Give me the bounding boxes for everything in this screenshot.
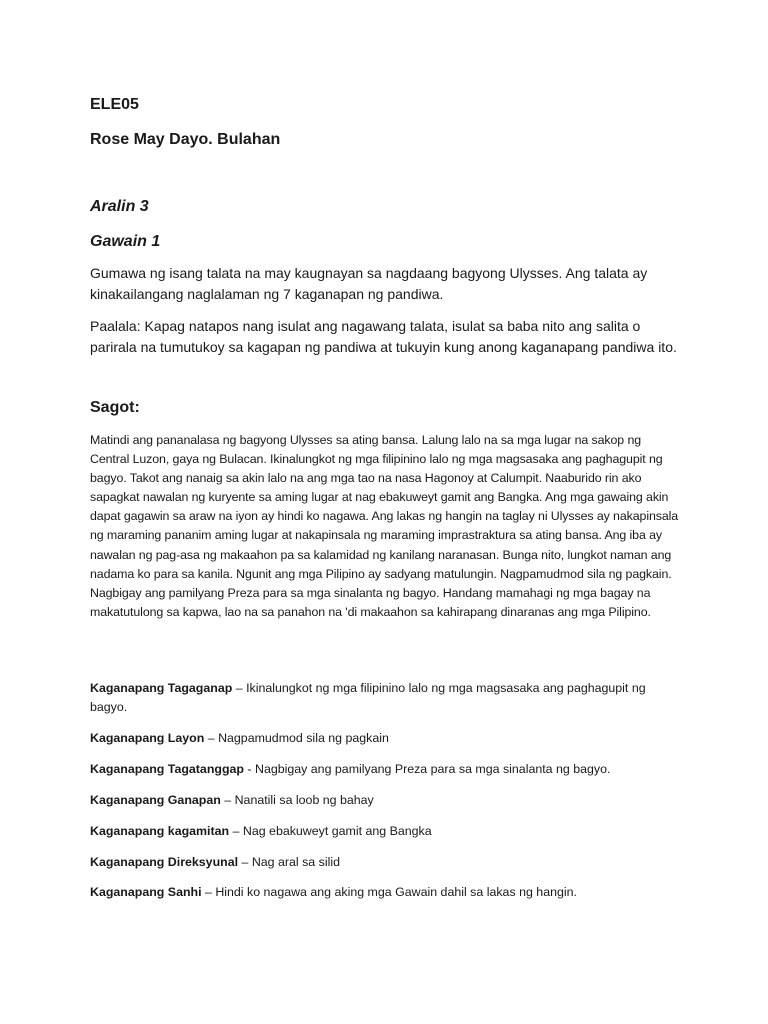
element-separator: –: [229, 824, 243, 838]
reminder-paragraph: Paalala: Kapag natapos nang isulat ang nagawang talata, isulat sa baba nito ang salita o parirala na tumutukoy sa kagapan ng pandiwa at tukuyin kung anong kaganapang pandiwa ito.: [90, 318, 677, 355]
element-value: Nag ebakuweyt gamit ang Bangka: [242, 824, 432, 838]
element-value: Nanatili sa loob ng bahay: [234, 793, 374, 807]
element-label: Kaganapang kagamitan: [90, 824, 230, 838]
element-label: Kaganapang Tagaganap: [90, 681, 233, 695]
element-separator: –: [232, 681, 247, 695]
course-code: ELE05: [90, 96, 139, 113]
element-item-kagamitan: [90, 822, 680, 841]
element-value: Ikinalungkot ng mga filipinino lalo ng mga magsasaka ang paghagupit ng bagyo.: [90, 681, 646, 715]
element-label: Kaganapang Direksyunal: [90, 855, 239, 869]
element-label: Kaganapang Layon: [90, 731, 205, 745]
element-separator: –: [220, 793, 235, 807]
element-separator: -: [243, 762, 255, 776]
activity-title: Gawain 1: [90, 233, 161, 250]
element-item-ganapan: [90, 791, 680, 810]
element-value: Nagbigay ang pamilyang Preza para sa mga sinalanta ng bagyo.: [255, 762, 611, 776]
element-value: Hindi ko nagawa ang aking mga Gawain dahil sa lakas ng hangin.: [215, 885, 577, 899]
element-value: Nag aral sa silid: [251, 855, 340, 869]
element-label: Kaganapang Tagatanggap: [90, 762, 244, 776]
answer-paragraph: Matindi ang pananalasa ng bagyong Ulysses sa ating bansa. Lalung lalo na sa mga lugar na sakop ng Central Luzon, gaya ng Bulacan. Ikinalungkot ng mga filipinino lalo ng mga magsasaka ang paghagupit ng bagyo. Takot ang nanaig sa akin lalo na ang mga tao na nasa Hagonoy at Calumpit. Naaburido rin ako sapagkat nawalan ng kuryente sa aming lugar at nag ebakuweyt gamit ang Bangka. Ang mga gawaing akin dapat gagawin sa araw na iyon ay hindi ko nagawa. Ang lakas ng hangin na taglay ni Ulysses ay nakapinsala ng maraming pananim aming lugar at nakapinsala ng maraming imprastraktura sa ating bansa. Ang iba ay nawalan ng pag-asa ng makaahon pa sa kalamidad ng kanilang naranasan. Bunga nito, lungkot naman ang nadama ko para sa kanila. Ngunit ang mga Pilipino ay sadyang matulungin. Nagpamudmod sila ng pagkain. Nagbigay ang pamilyang Preza para sa mga sinalanta ng bagyo. Handang mamahagi ng mga bagay na makatutulong sa kapwa, lao na sa panahon na 'di makaahon sa kahirapang dinaranas ang mga Pilipino.: [90, 433, 679, 619]
answer-heading: Sagot:: [90, 399, 140, 416]
instruction-paragraph: Gumawa ng isang talata na may kaugnayan sa nagdaang bagyong Ulysses. Ang talata ay kinakailangang naglalaman ng 7 kaganapan ng pandiwa.: [90, 265, 648, 302]
element-separator: –: [238, 855, 252, 869]
element-label: Kaganapang Ganapan: [90, 793, 221, 807]
element-item-direksyunal: [90, 853, 680, 872]
lesson-title: Aralin 3: [90, 198, 149, 215]
element-item-tagaganap: [90, 679, 680, 717]
element-item-layon: [90, 729, 680, 748]
element-value: Nagpamudmod sila ng pagkain: [218, 731, 389, 745]
element-label: Kaganapang Sanhi: [90, 885, 202, 899]
element-item-tagatanggap: [90, 760, 680, 779]
student-name: Rose May Dayo. Bulahan: [90, 131, 281, 148]
element-item-sanhi: [90, 883, 680, 902]
element-separator: –: [201, 885, 216, 899]
element-separator: –: [204, 731, 219, 745]
